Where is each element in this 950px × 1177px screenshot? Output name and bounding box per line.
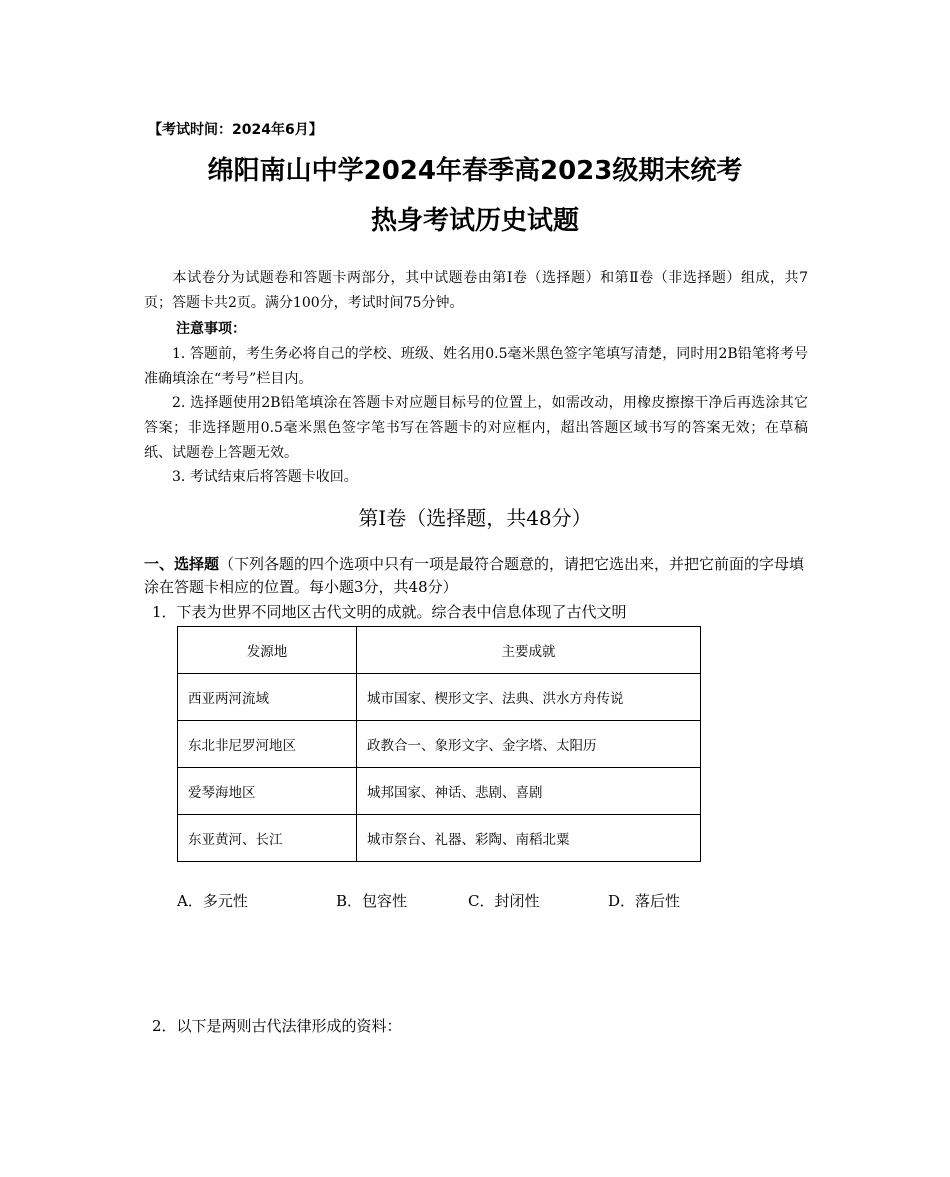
notice-label: 注意事项： xyxy=(176,321,246,337)
table-cell-origin: 东亚黄河、长江 xyxy=(178,815,357,862)
table-header-origin: 发源地 xyxy=(178,627,357,674)
intro-text: 本试卷分为试题卷和答题卡两部分，其中试题卷由第Ⅰ卷（选择题）和第Ⅱ卷（非选择题）组成，共7页；答题卡共2页。满分100分，考试时间75分钟。 xyxy=(144,270,808,311)
table-row xyxy=(178,815,701,862)
intro-paragraph xyxy=(144,266,808,316)
option-d: D．落后性 xyxy=(608,892,681,910)
exam-time: 【考试时间：2024年6月】 xyxy=(148,122,323,138)
notice-item-3: 3. 考试结束后将答题卡收回。 xyxy=(172,469,358,485)
notice-item-2: 2. 选择题使用2B铅笔填涂在答题卡对应题目标号的位置上，如需改动，用橡皮擦擦干净后再选涂其它答案；非选择题用0.5毫米黑色签字笔书写在答题卡的对应框内，超出答题区域书写的答案无效；在草稿纸、试题卷上答题无效。 xyxy=(144,395,808,461)
question-1-stem: 1．下表为世界不同地区古代文明的成就。综合表中信息体现了古代文明 xyxy=(152,603,627,621)
question-2-stem: 2．以下是两则古代法律形成的资料： xyxy=(152,1017,402,1035)
table-cell-achievements: 政教合一、象形文字、金字塔、太阳历 xyxy=(357,721,701,768)
part1-heading xyxy=(144,553,808,599)
notice-item-1: 1. 答题前，考生务必将自己的学校、班级、姓名用0.5毫米黑色签字笔填写清楚，同时用2B铅笔将考号准确填涂在“考号”栏目内。 xyxy=(144,346,808,387)
exam-title-line1: 绵阳南山中学2024年春季高2023级期末统考 xyxy=(207,156,743,186)
civilization-table xyxy=(177,626,701,862)
section-title: 第Ⅰ卷（选择题，共48分） xyxy=(358,506,592,530)
table-header-row xyxy=(178,627,701,674)
table-row xyxy=(178,768,701,815)
exam-title-line2: 热身考试历史试题 xyxy=(370,206,579,236)
table-cell-origin: 爱琴海地区 xyxy=(178,768,357,815)
table-row xyxy=(178,674,701,721)
table-cell-achievements: 城市国家、楔形文字、法典、洪水方舟传说 xyxy=(357,674,701,721)
option-b: B．包容性 xyxy=(336,892,408,910)
table-cell-origin: 西亚两河流域 xyxy=(178,674,357,721)
option-a: A．多元性 xyxy=(177,892,248,910)
part1-label: 一、选择题 xyxy=(144,555,220,573)
table-header-achievements: 主要成就 xyxy=(357,627,701,674)
option-c: C．封闭性 xyxy=(468,892,540,910)
part1-instructions: （下列各题的四个选项中只有一项是最符合题意的，请把它选出来，并把它前面的字母填涂在答题卡相应的位置。每小题3分，共48分） xyxy=(144,555,805,596)
table-cell-achievements: 城邦国家、神话、悲剧、喜剧 xyxy=(357,768,701,815)
table-row xyxy=(178,721,701,768)
table-cell-achievements: 城市祭台、礼器、彩陶、南稻北粟 xyxy=(357,815,701,862)
table-cell-origin: 东北非尼罗河地区 xyxy=(178,721,357,768)
